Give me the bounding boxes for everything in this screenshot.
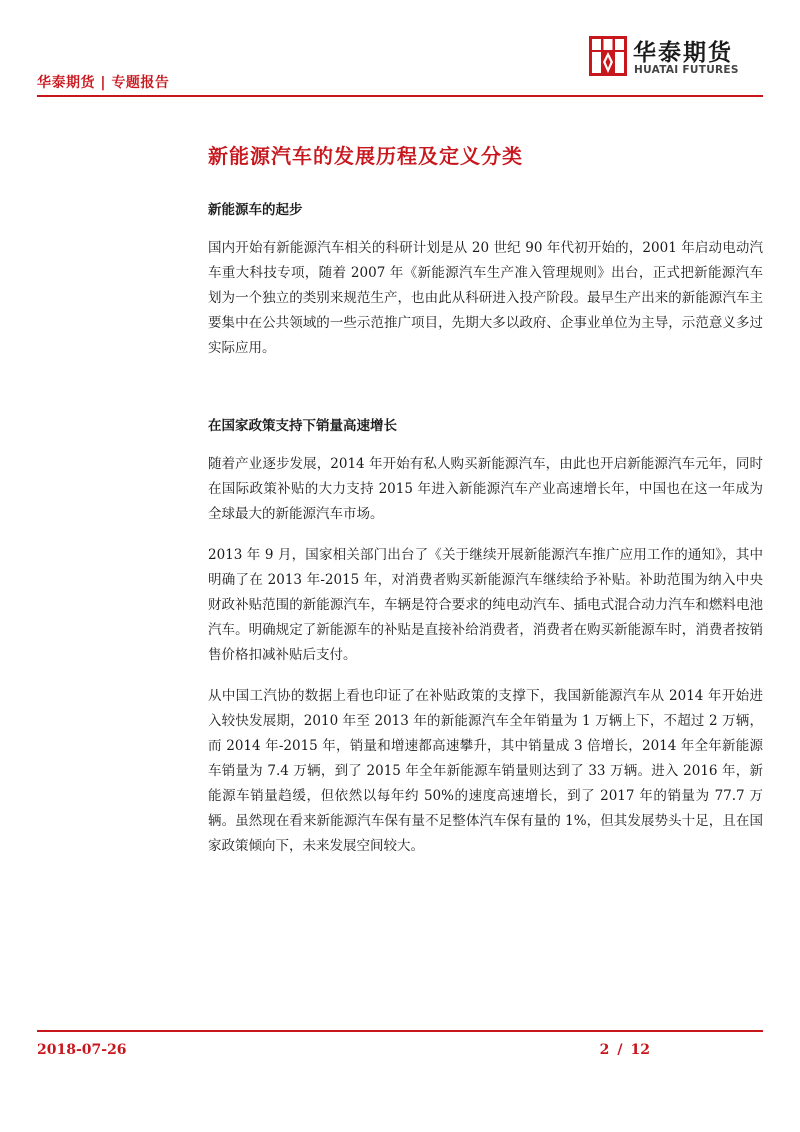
page-header — [37, 0, 763, 100]
report-date: 2018-07-26 — [37, 1042, 127, 1058]
paragraph-growth-3: 从中国工汽协的数据上看也印证了在补贴政策的支撑下，我国新能源汽车从 2014 年开始进入较快发展期，2010 年至 2013 年的新能源汽车全年销量为 1 万辆上下，不超过 2 万辆，而 2014 年-2015 年，销量和增速都高速攀升，其中销量成 3 倍增长，2014 年全年新能源车销量为 7.4 万辆，到了 2015 年全年新能源车销量则达到了 33 万辆。进入 2016 年，新能源车销量趋缓，但依然以每年约 50%的速度高速增长，到了 2017 年的销量为 77.7 万辆。虽然现在看来新能源汽车保有量不足整体汽车保有量的 1%，但其发展势头十足，且在国家政策倾向下，未来发展空间较大。 — [208, 688, 763, 854]
section-heading-growth: 在国家政策支持下销量高速增长 — [208, 418, 397, 434]
company-logo — [533, 32, 763, 80]
footer-divider — [37, 1030, 763, 1032]
page-total: 12 — [630, 1042, 650, 1058]
page-separator: / — [617, 1042, 623, 1058]
paragraph-growth-2: 2013 年 9 月，国家相关部门出台了《关于继续开展新能源汽车推广应用工作的通知》，其中明确了在 2013 年-2015 年，对消费者购买新能源汽车继续给予补贴。补助范围为纳入中央财政补贴范围的新能源汽车，车辆是符合要求的纯电动汽车、插电式混合动力汽车和燃料电池汽车。明确规定了新能源车的补贴是直接补给消费者，消费者在购买新能源车时，消费者按销售价格扣减补贴后支付。 — [208, 547, 763, 663]
page-current: 2 — [599, 1042, 610, 1058]
logo-english-name: HUATAI FUTURES — [634, 64, 739, 76]
page-number — [600, 1042, 650, 1058]
paragraph-growth-1: 随着产业逐步发展，2014 年开始有私人购买新能源汽车，由此也开启新能源汽车元年，同时在国际政策补贴的大力支持 2015 年进入新能源汽车产业高速增长年，中国也在这一年成为全球最大的新能源汽车市场。 — [208, 456, 763, 522]
huatai-logo-icon — [589, 36, 627, 76]
article-body — [208, 140, 763, 859]
paragraph-start-1: 国内开始有新能源汽车相关的科研计划是从 20 世纪 90 年代初开始的，2001 年启动电动汽车重大科技专项，随着 2007 年《新能源汽车生产准入管理规则》出台，正式把新能源汽车划为一个独立的类别来规范生产，也由此从科研进入投产阶段。最早生产出来的新能源汽车主要集中在公共领域的一些示范推广项目，先期大多以政府、企事业单位为主导，示范意义多过实际应用。 — [208, 240, 763, 356]
article-title: 新能源汽车的发展历程及定义分类 — [208, 144, 523, 168]
breadcrumb: 华泰期货 | 专题报告 — [37, 75, 170, 91]
header-divider — [37, 95, 763, 97]
section-heading-start: 新能源车的起步 — [208, 202, 303, 218]
logo-chinese-name: 华泰期货 — [633, 40, 733, 66]
